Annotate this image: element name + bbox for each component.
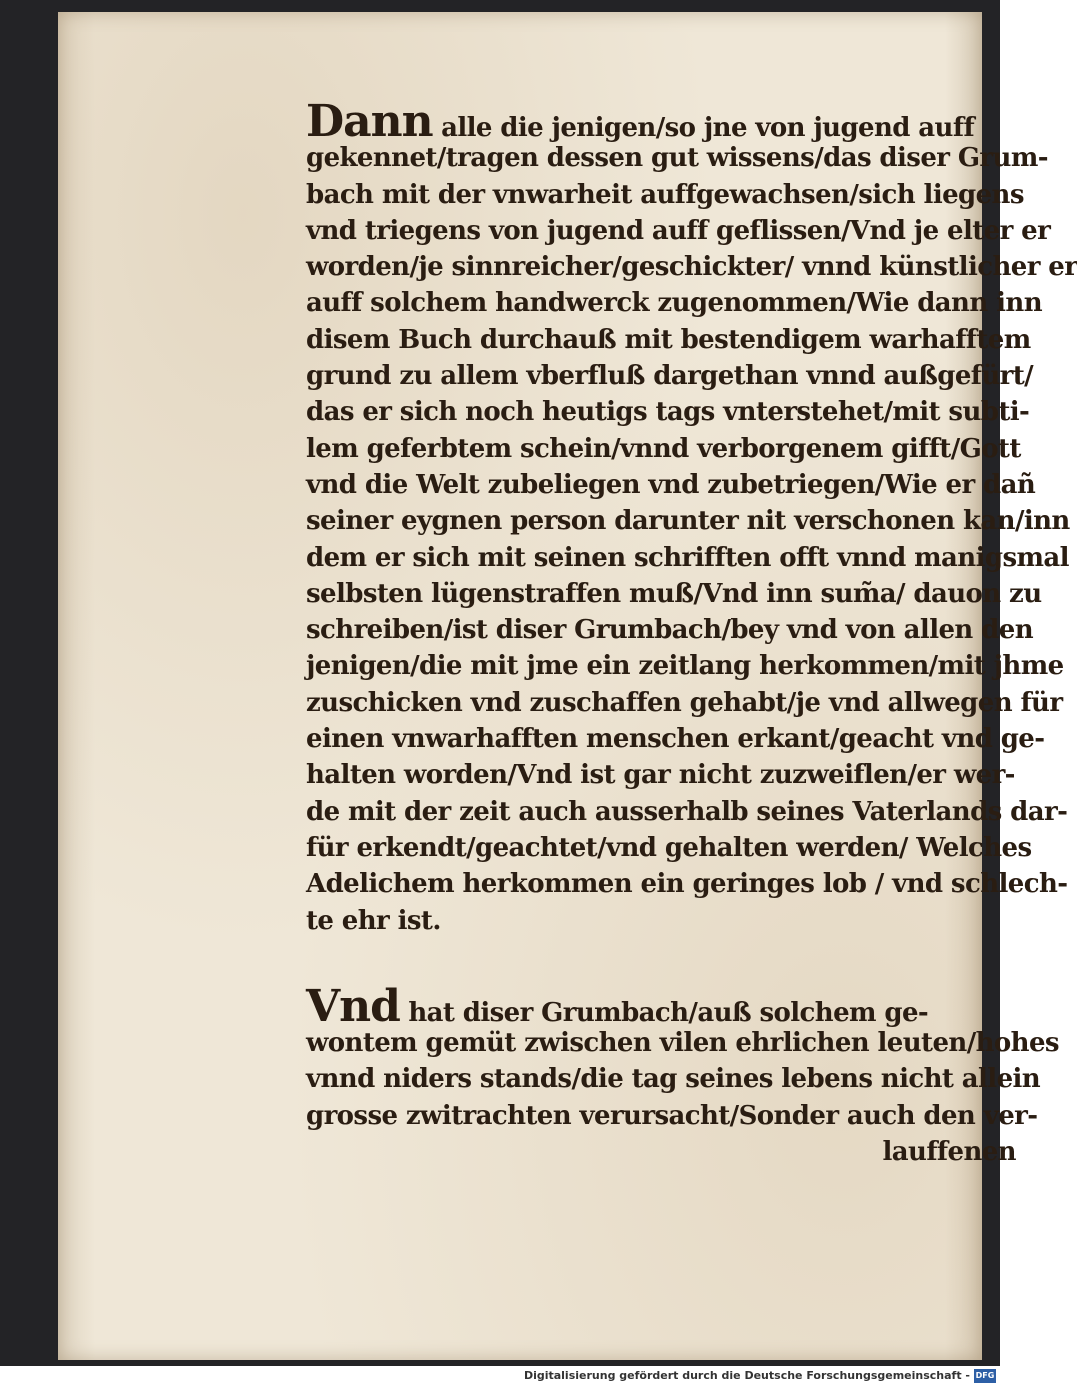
footer-bar xyxy=(0,1366,1000,1386)
text-line: für erkendt/geachtet/vnd gehalten werden/ Welches xyxy=(306,832,1032,863)
text-line: worden/je sinnreicher/geschickter/ vnnd künstlicher er xyxy=(306,252,1077,283)
initial-word: Dann xyxy=(306,96,433,147)
text-line: lem geferbtem schein/vnnd verborgenem gifft/Gott xyxy=(306,433,1021,464)
text-line: wontem gemüt zwischen vilen ehrlichen leuten/hohes xyxy=(306,1028,1059,1059)
text-line: selbsten lügenstraffen muß/Vnd inn sum̃a/ dauon zu xyxy=(306,578,1042,609)
text-line: seiner eygnen person darunter nit verschonen kan/inn xyxy=(306,506,1070,537)
paragraph-2 xyxy=(306,980,1059,1170)
text-line: dem er sich mit seinen schrifften offt vnnd manigsmal xyxy=(306,542,1069,573)
text-line: Dann alle die jenigen/so jne von jugend auff xyxy=(306,96,975,147)
catchword: lauffenen xyxy=(882,1137,1016,1168)
text-line: zuschicken vnd zuschaffen gehabt/je vnd allwegen für xyxy=(306,687,1063,718)
text-line: grosse zwitrachten verursacht/Sonder auch den ver- xyxy=(306,1100,1038,1131)
text-line: vnnd niders stands/die tag seines lebens nicht allein xyxy=(306,1064,1041,1095)
text-line: Vnd hat diser Grumbach/auß solchem ge- xyxy=(306,980,929,1032)
text-line: vnd die Welt zubeliegen vnd zubetriegen/Wie er dañ xyxy=(306,469,1036,500)
text-block xyxy=(306,96,1077,1170)
text-line: grund zu allem vberfluß dargethan vnnd außgefürt/ xyxy=(306,361,1034,392)
text-line: halten worden/Vnd ist gar nicht zuzweiflen/er wer- xyxy=(306,760,1015,791)
paragraph-1 xyxy=(306,96,1077,939)
text-line: gekennet/tragen dessen gut wissens/das diser Grum- xyxy=(306,143,1048,174)
text-line: auff solchem handwerck zugenommen/Wie dann inn xyxy=(306,288,1042,319)
text-line: disem Buch durchauß mit bestendigem warhafftem xyxy=(306,324,1031,355)
book-page xyxy=(58,12,1077,1360)
text-line: jenigen/die mit jme ein zeitlang herkommen/mit jhme xyxy=(306,651,1064,682)
text-line: das er sich noch heutigs tags vnterstehet/mit subti- xyxy=(306,397,1030,428)
text-line: te ehr ist. xyxy=(306,905,441,936)
text-line: Adelichem herkommen ein geringes lob / vnd schlech- xyxy=(306,869,1068,900)
initial-word: Vnd xyxy=(306,980,400,1032)
text-line: vnd triegens von jugend auff geflissen/Vnd je elter er xyxy=(306,215,1051,246)
text-line: einen vnwarhafften menschen erkant/geacht vnd ge- xyxy=(306,724,1045,755)
funding-credit: Digitalisierung gefördert durch die Deutsche Forschungsgemeinschaft - xyxy=(523,1369,970,1382)
text-line: bach mit der vnwarheit auffgewachsen/sich liegens xyxy=(306,179,1024,210)
dfg-logo-icon: DFG xyxy=(974,1369,996,1383)
text-line: de mit der zeit auch ausserhalb seines Vaterlands dar- xyxy=(306,796,1068,827)
paragraph-spacer xyxy=(306,939,1028,989)
text-line: schreiben/ist diser Grumbach/bey vnd von allen den xyxy=(306,615,1033,646)
